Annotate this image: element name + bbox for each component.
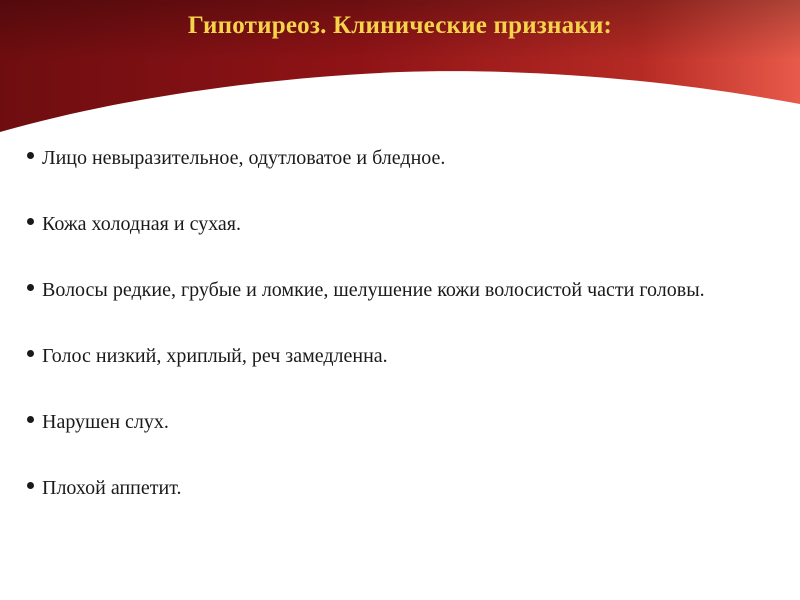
bullet-text: Кожа холодная и сухая. — [42, 213, 242, 235]
bullet-dot-icon — [27, 482, 34, 489]
bullet-list — [24, 140, 784, 536]
bullet-dot-icon — [27, 152, 34, 159]
bullet-text: Голос низкий, хриплый, реч замедленна. — [42, 345, 388, 367]
bullet-item — [24, 140, 784, 177]
bullet-item — [24, 206, 784, 243]
bullet-dot-icon — [27, 284, 34, 291]
bullet-text: Плохой аппетит. — [42, 477, 182, 499]
slide-title: Гипотиреоз. Клинические признаки: — [187, 12, 613, 39]
bullet-item — [24, 272, 784, 309]
slide-header — [0, 0, 800, 160]
bullet-item — [24, 404, 784, 441]
bullet-text: Лицо невыразительное, одутловатое и бледное. — [42, 147, 446, 169]
bullet-dot-icon — [27, 218, 34, 225]
bullet-dot-icon — [27, 350, 34, 357]
bullet-text: Волосы редкие, грубые и ломкие, шелушение кожи волосистой части головы. — [42, 279, 705, 301]
bullet-dot-icon — [27, 416, 34, 423]
bullet-item — [24, 470, 784, 507]
bullet-item — [24, 338, 784, 375]
bullet-text: Нарушен слух. — [42, 411, 169, 433]
